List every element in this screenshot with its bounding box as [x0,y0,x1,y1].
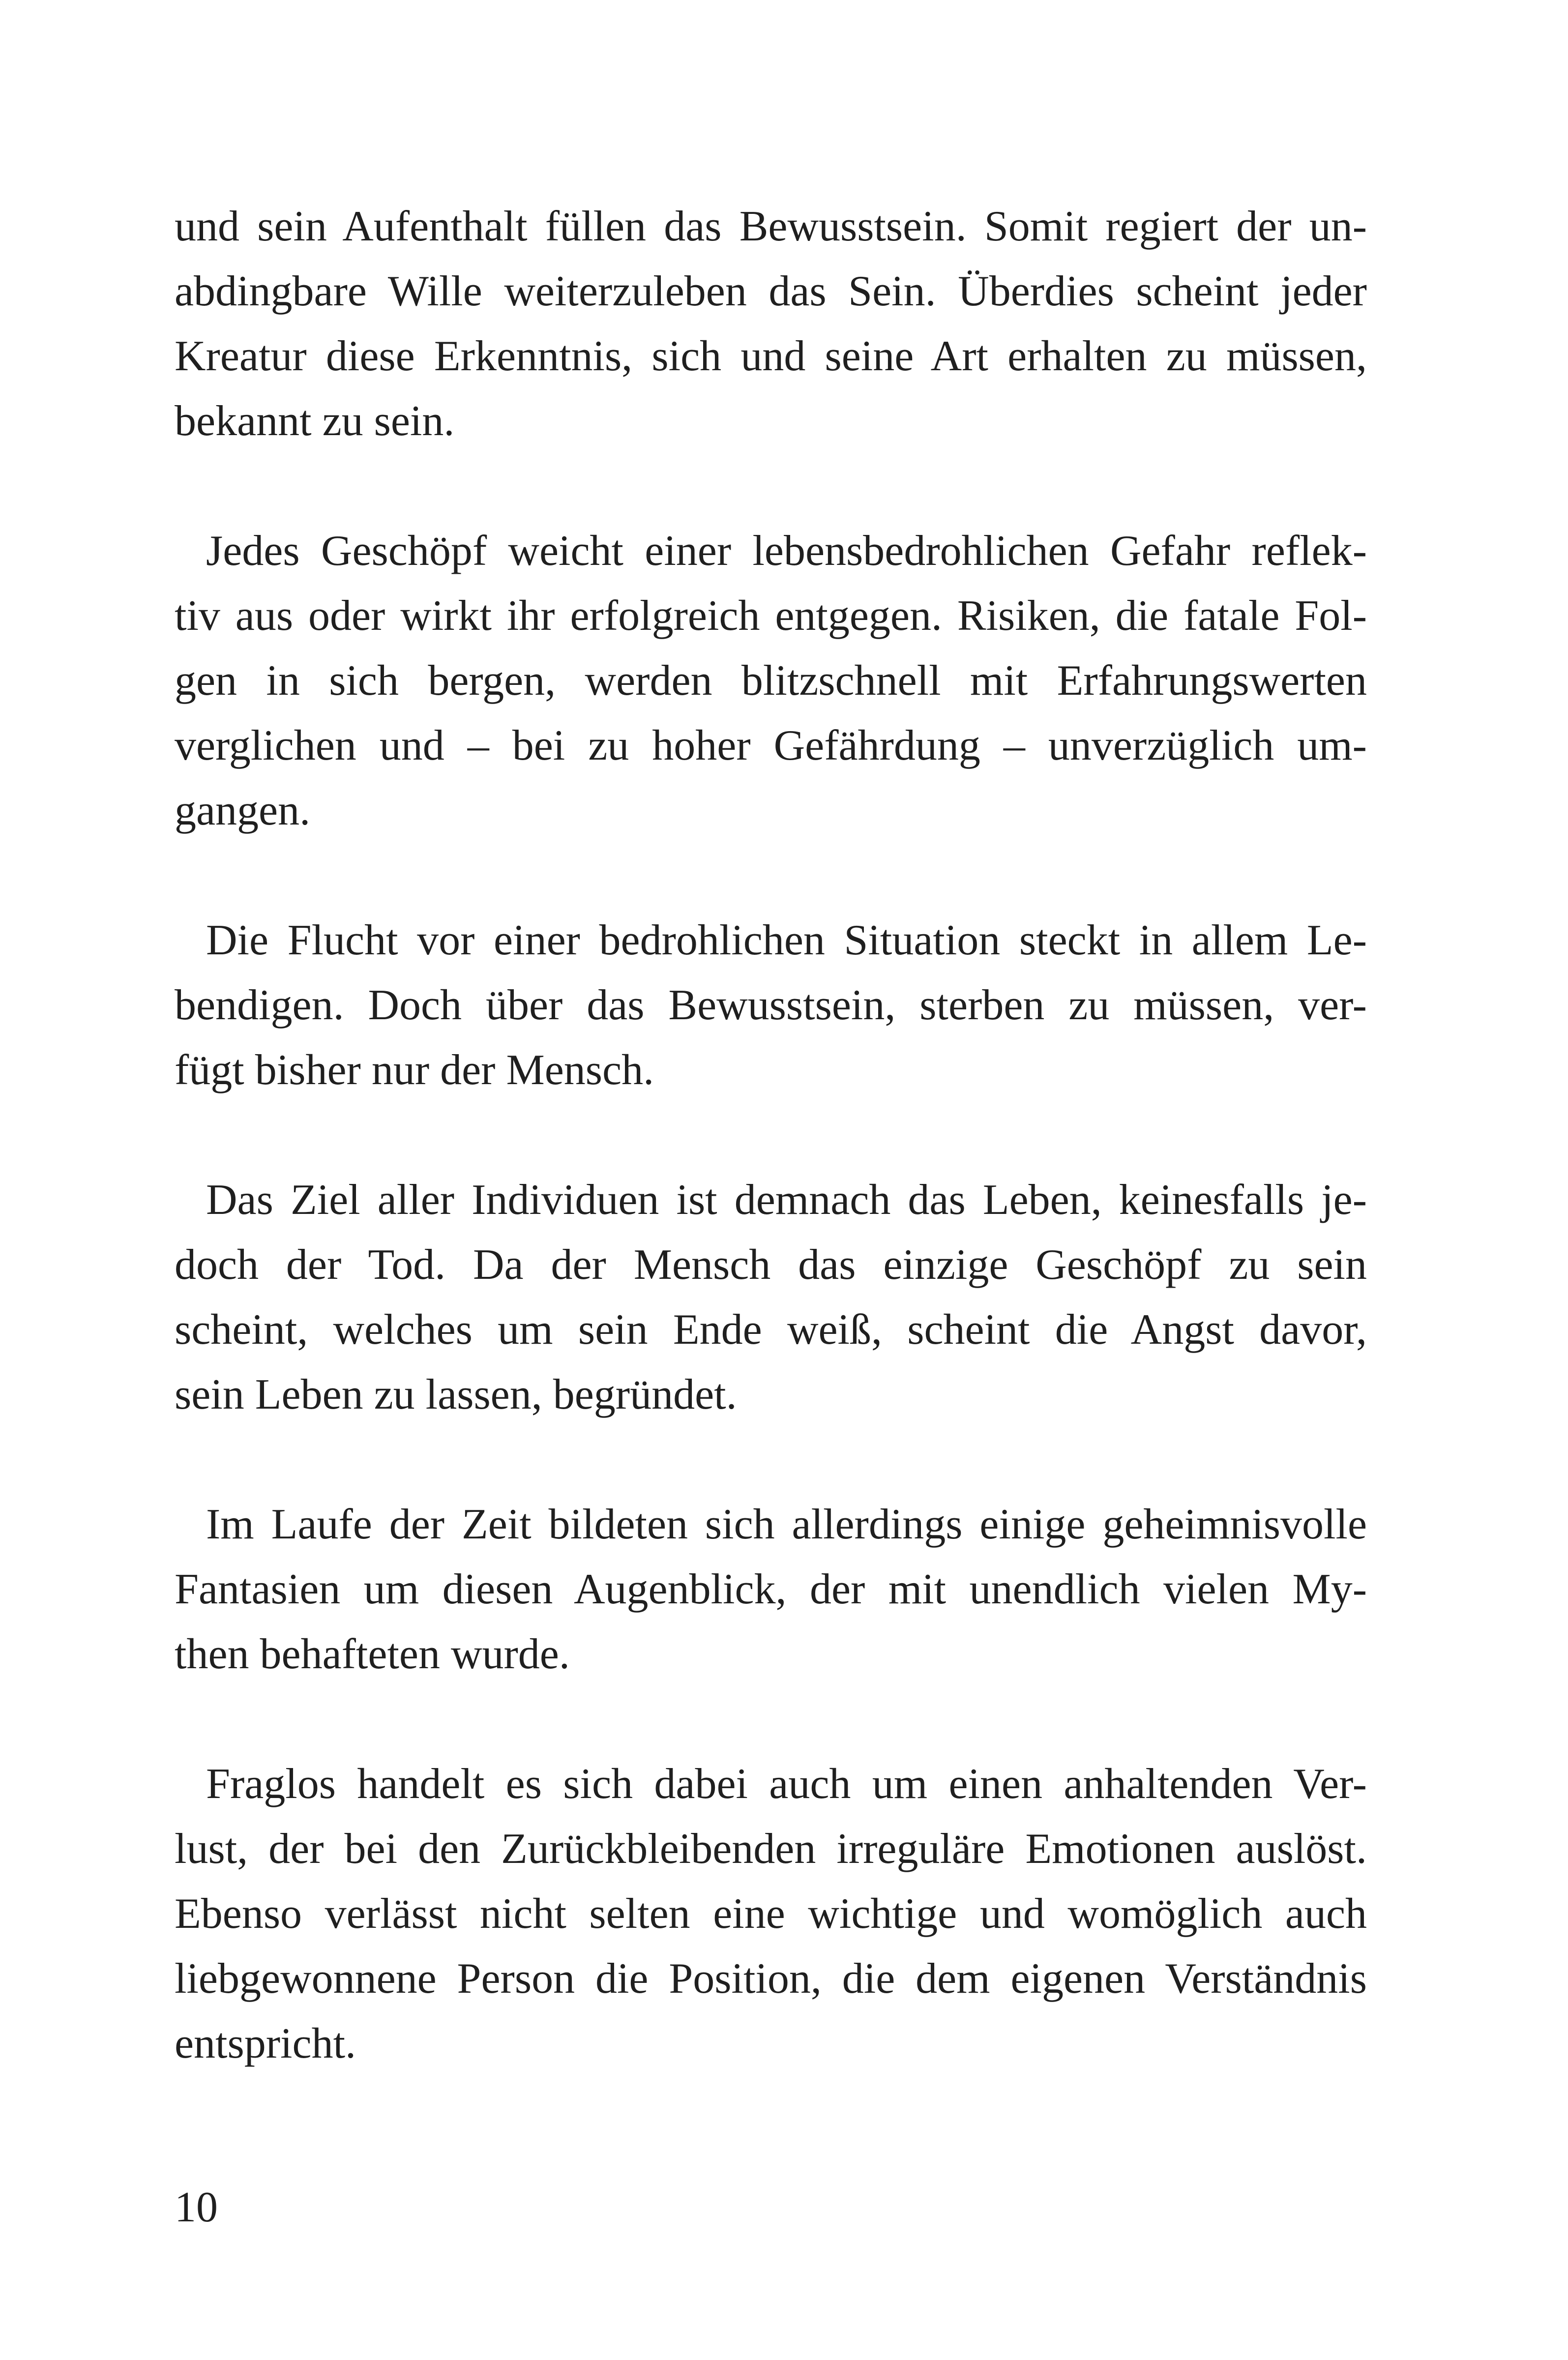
text-line: doch der Tod. Da der Mensch das einzige Geschöpf zu sein [175,1241,1367,1289]
paragraph [175,519,1367,843]
text-line: bendigen. Doch über das Bewusstsein, sterben zu müssen, ver- [175,981,1367,1029]
text-line: bekannt zu sein. [175,397,455,445]
paragraph-spacer [175,843,1367,908]
text-line: then behafteten wurde. [175,1630,570,1678]
text-line: Kreatur diese Erkenntnis, sich und seine Art erhalten zu müssen, [175,332,1367,380]
text-line: entspricht. [175,2020,356,2067]
text-line: sein Leben zu lassen, begründet. [175,1371,737,1418]
body-text [175,194,1367,2076]
text-line: Im Laufe der Zeit bildeten sich allerdings einige geheimnisvolle [206,1501,1367,1548]
paragraph-spacer [175,1687,1367,1752]
paragraph-spacer [175,1103,1367,1168]
text-line: Fantasien um diesen Augenblick, der mit unendlich vielen My- [175,1565,1367,1613]
text-line: gangen. [175,787,311,834]
paragraph [175,1168,1367,1427]
text-line: Ebenso verlässt nicht selten eine wichtige und womöglich auch [175,1890,1367,1938]
paragraph [175,194,1367,454]
paragraph [175,908,1367,1103]
page-number: 10 [175,2183,218,2231]
text-line: fügt bisher nur der Mensch. [175,1046,654,1094]
text-line: gen in sich bergen, werden blitzschnell mit Erfahrungswerten [175,657,1367,705]
text-line: Jedes Geschöpf weicht einer lebensbedrohlichen Gefahr reflek- [206,527,1367,575]
text-line: verglichen und – bei zu hoher Gefährdung – unverzüglich um- [175,722,1367,769]
text-line: scheint, welches um sein Ende weiß, scheint die Angst davor, [175,1306,1367,1354]
paragraph-spacer [175,1427,1367,1492]
paragraph [175,1492,1367,1687]
text-line: abdingbare Wille weiterzuleben das Sein. Überdies scheint jeder [175,267,1367,315]
text-line: Die Flucht vor einer bedrohlichen Situation steckt in allem Le- [206,916,1367,964]
text-line: tiv aus oder wirkt ihr erfolgreich entgegen. Risiken, die fatale Fol- [175,592,1367,640]
text-line: liebgewonnene Person die Position, die dem eigenen Verständnis [175,1955,1367,2003]
paragraph-spacer [175,454,1367,519]
text-line: und sein Aufenthalt füllen das Bewusstsein. Somit regiert der un- [175,203,1367,250]
paragraph [175,1752,1367,2076]
text-line: lust, der bei den Zurückbleibenden irreguläre Emotionen auslöst. [175,1825,1367,1873]
text-line: Das Ziel aller Individuen ist demnach das Leben, keinesfalls je- [206,1176,1367,1224]
text-line: Fraglos handelt es sich dabei auch um einen anhaltenden Ver- [206,1760,1367,1808]
